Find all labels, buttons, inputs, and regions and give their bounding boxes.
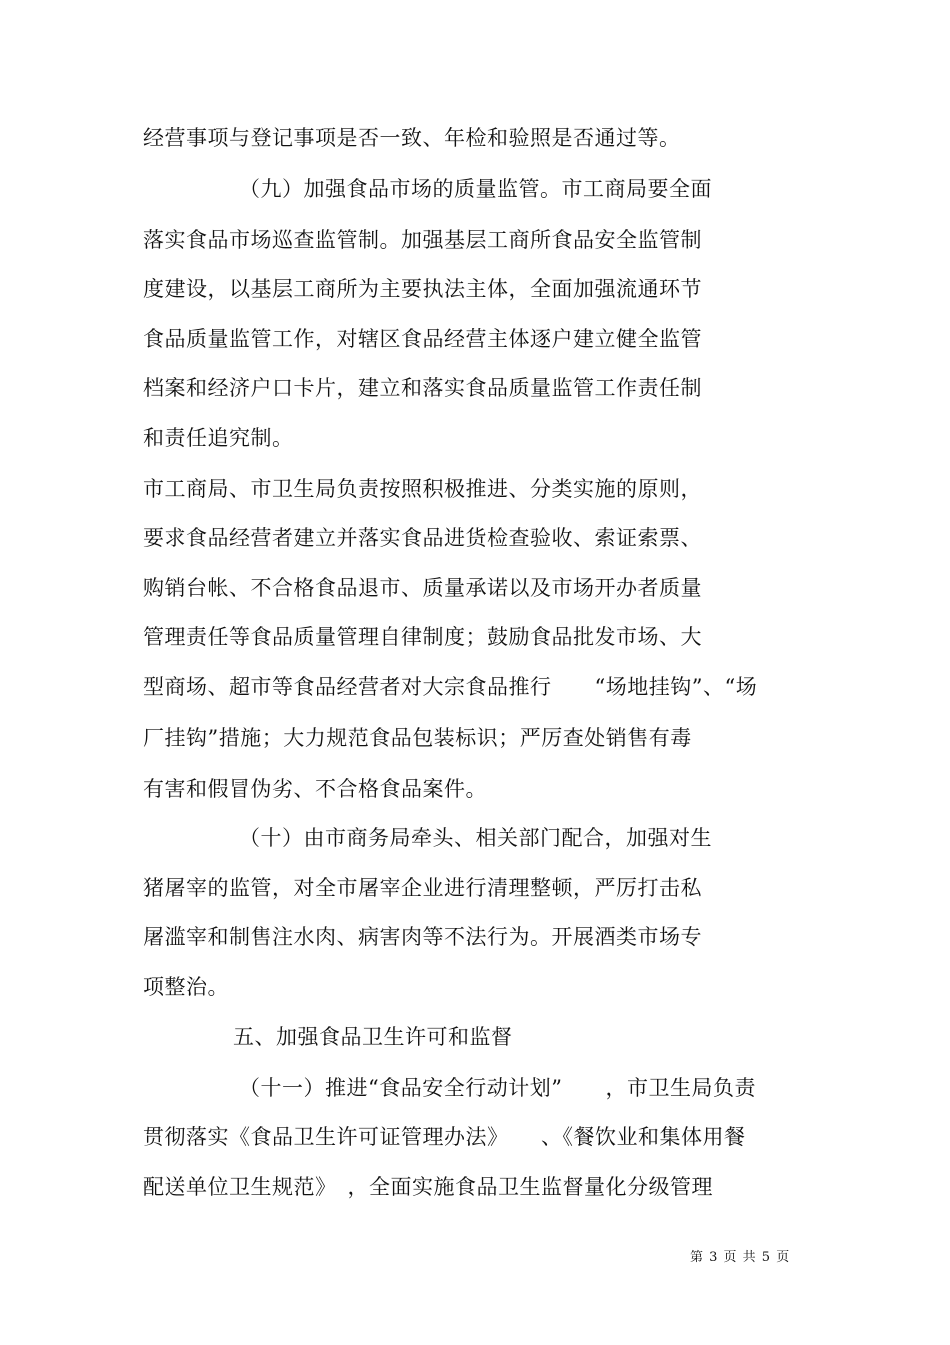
section-heading: 五、加强食品卫生许可和监督 (233, 1025, 513, 1049)
paragraph-line: 和责任追究制。 (143, 426, 294, 450)
paragraph-line: 配送单位卫生规范》 ，全面实施食品卫生监督量化分级管理 (143, 1175, 713, 1199)
paragraph-line: 市工商局、市卫生局负责按照积极推进、分类实施的原则， (143, 477, 702, 501)
paragraph-line: （十一）推进“食品安全行动计划” ，市卫生局负责 (239, 1076, 756, 1100)
paragraph-line: 管理责任等食品质量管理自律制度；鼓励食品批发市场、大 (143, 625, 702, 649)
paragraph-line: 有害和假冒伪劣、不合格食品案件。 (143, 777, 487, 801)
paragraph-line: 度建设，以基层工商所为主要执法主体，全面加强流通环节 (143, 277, 702, 301)
page-number: 第 3 页 共 5 页 (690, 1250, 791, 1265)
paragraph-line: 经营事项与登记事项是否一致、年检和验照是否通过等。 (143, 126, 681, 150)
paragraph-line: 档案和经济户口卡片，建立和落实食品质量监管工作责任制 (143, 376, 702, 400)
paragraph-line: 猪屠宰的监管，对全市屠宰企业进行清理整顿，严厉打击私 (143, 876, 702, 900)
paragraph-line: 食品质量监管工作，对辖区食品经营主体逐户建立健全监管 (143, 327, 702, 351)
paragraph-line: 型商场、超市等食品经营者对大宗食品推行 “场地挂钩”、“场 (143, 675, 758, 699)
paragraph-line: 屠滥宰和制售注水肉、病害肉等不法行为。开展酒类市场专 (143, 925, 702, 949)
paragraph-line: 项整治。 (143, 975, 229, 999)
paragraph-line: 贯彻落实《食品卫生许可证管理办法》 、《餐饮业和集体用餐 (143, 1125, 746, 1149)
paragraph-line: （九）加强食品市场的质量监管。市工商局要全面 (239, 177, 712, 201)
paragraph-line: 购销台帐、不合格食品退市、质量承诺以及市场开办者质量 (143, 576, 702, 600)
paragraph-line: 落实食品市场巡查监管制。加强基层工商所食品安全监管制 (143, 228, 702, 252)
paragraph-line: 厂挂钩”措施；大力规范食品包装标识；严厉查处销售有毒 (143, 726, 692, 750)
paragraph-line: （十）由市商务局牵头、相关部门配合，加强对生 (239, 826, 712, 850)
paragraph-line: 要求食品经营者建立并落实食品进货检查验收、索证索票、 (143, 526, 702, 550)
